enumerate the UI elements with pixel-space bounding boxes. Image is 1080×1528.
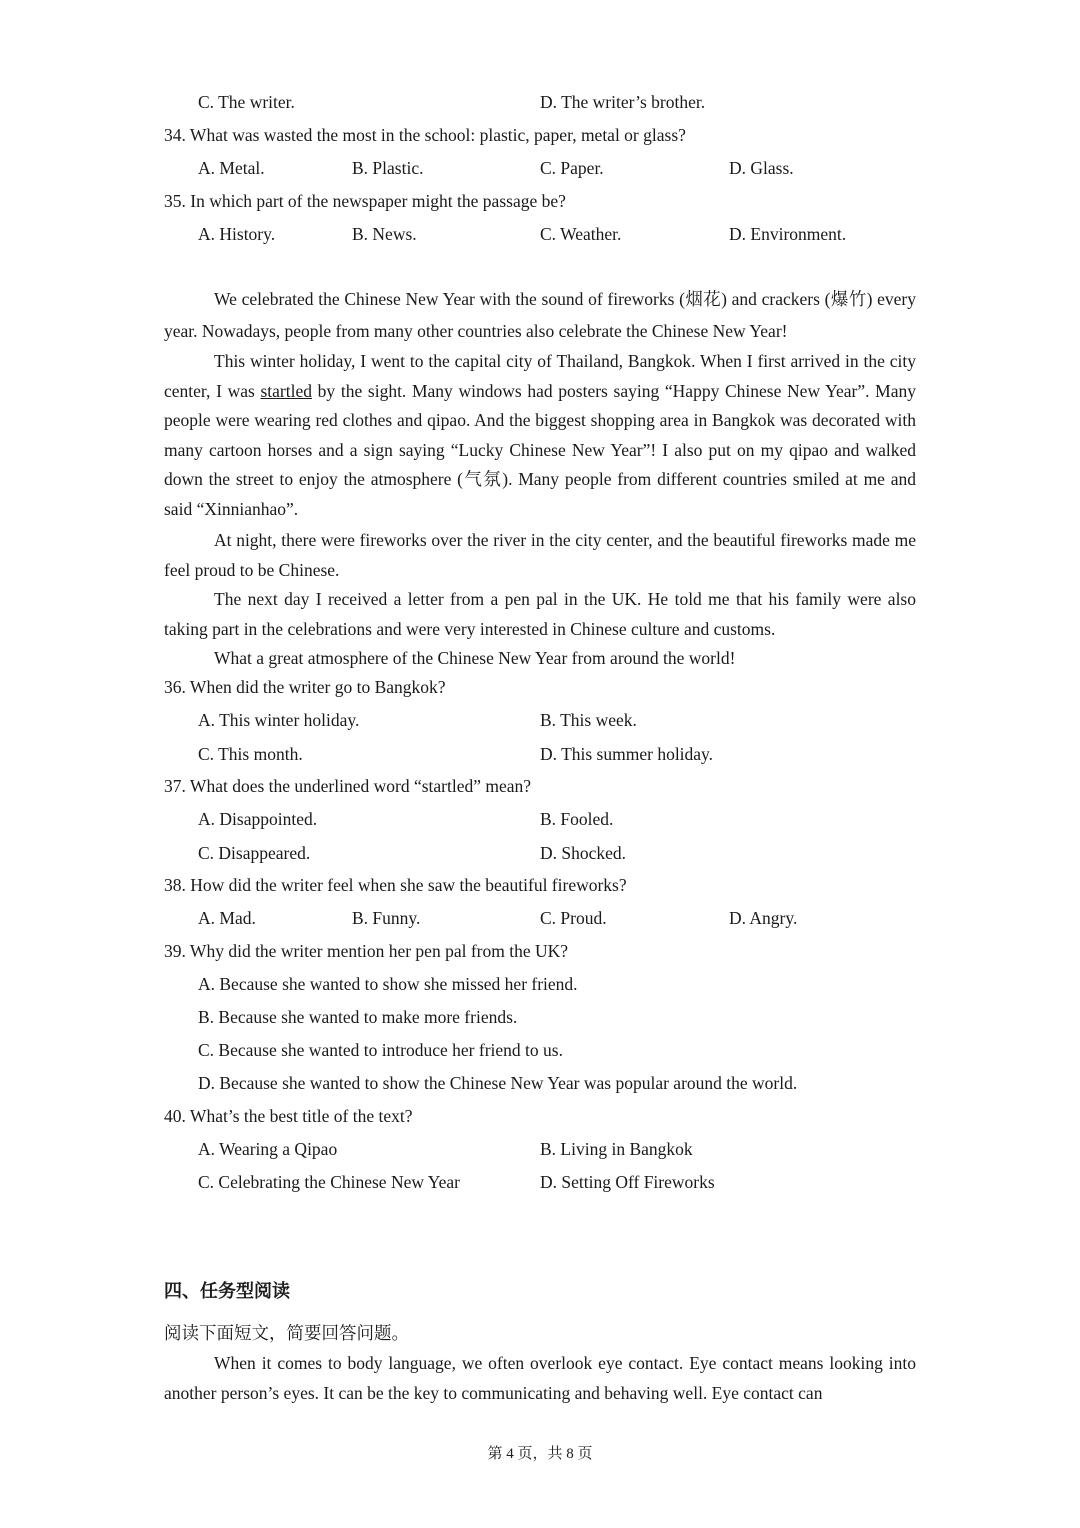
q34-option-b: B. Plastic. bbox=[352, 158, 424, 178]
passage-paragraph-5: What a great atmosphere of the Chinese New Year from around the world! bbox=[214, 648, 736, 668]
q39-option-a: A. Because she wanted to show she missed her friend. bbox=[198, 974, 578, 994]
q34-option-c: C. Paper. bbox=[540, 158, 604, 178]
passage-p2-text-before: This winter holiday, I went to the capital city of Thailand, Bangkok. When I first arrived in the city center, I was bbox=[164, 351, 916, 401]
q36-option-d: D. This summer holiday. bbox=[540, 744, 714, 764]
q40-question: 40. What’s the best title of the text? bbox=[164, 1106, 413, 1126]
q39-option-b: B. Because she wanted to make more friends. bbox=[198, 1007, 518, 1027]
section-heading: 四、任务型阅读 bbox=[164, 1281, 290, 1302]
q34-option-a: A. Metal. bbox=[198, 158, 265, 178]
q39-question: 39. Why did the writer mention her pen pal from the UK? bbox=[164, 941, 569, 961]
q38-question: 38. How did the writer feel when she saw the beautiful fireworks? bbox=[164, 875, 627, 895]
q36-option-c: C. This month. bbox=[198, 744, 303, 764]
q37-option-b: B. Fooled. bbox=[540, 809, 614, 829]
q37-option-a: A. Disappointed. bbox=[198, 809, 318, 829]
q35-option-c: C. Weather. bbox=[540, 224, 622, 244]
q35-question: 35. In which part of the newspaper might the passage be? bbox=[164, 191, 566, 211]
q37-option-c: C. Disappeared. bbox=[198, 843, 311, 863]
q37-option-d: D. Shocked. bbox=[540, 843, 627, 863]
q38-option-c: C. Proud. bbox=[540, 908, 607, 928]
section4-paragraph-1: When it comes to body language, we often overlook eye contact. Eye contact means looking into another person’s eyes. It can be the key to communicating and behaving well. Eye contact can bbox=[164, 1353, 916, 1403]
q33-option-c: C. The writer. bbox=[198, 92, 295, 112]
underlined-word-startled: startled bbox=[260, 380, 312, 401]
passage-paragraph-3: At night, there were fireworks over the river in the city center, and the beautiful fireworks made me feel proud to be Chinese. bbox=[164, 530, 916, 580]
q35-option-d: D. Environment. bbox=[729, 224, 847, 244]
q38-option-b: B. Funny. bbox=[352, 908, 421, 928]
q34-question: 34. What was wasted the most in the school: plastic, paper, metal or glass? bbox=[164, 125, 686, 145]
page-footer: 第 4 页，共 8 页 bbox=[487, 1446, 593, 1462]
q36-option-a: A. This winter holiday. bbox=[198, 710, 360, 730]
q35-option-b: B. News. bbox=[352, 224, 417, 244]
q33-option-d: D. The writer’s brother. bbox=[540, 92, 706, 112]
q40-option-c: C. Celebrating the Chinese New Year bbox=[198, 1172, 460, 1192]
passage-p2-text-after: by the sight. Many windows had posters saying “Happy Chinese New Year”. Many people were wearing red clothes and qipao. And the biggest shopping area in Bangkok was decorated with many cartoon horses and a sign saying “Lucky Chinese New Year”! I also put on my qipao and walked down the street to enjoy the atmosphere (气氛). Many people from different countries smiled at me and said “Xinnianhao”. bbox=[164, 380, 916, 519]
section-instruction: 阅读下面短文，简要回答问题。 bbox=[164, 1323, 409, 1343]
q39-option-d: D. Because she wanted to show the Chinese New Year was popular around the world. bbox=[198, 1073, 798, 1093]
q40-option-d: D. Setting Off Fireworks bbox=[540, 1172, 715, 1192]
q40-option-b: B. Living in Bangkok bbox=[540, 1139, 693, 1159]
passage-paragraph-4: The next day I received a letter from a pen pal in the UK. He told me that his family were also taking part in the celebrations and were very interested in Chinese culture and customs. bbox=[164, 589, 916, 639]
q40-option-a: A. Wearing a Qipao bbox=[198, 1139, 338, 1159]
q38-option-a: A. Mad. bbox=[198, 908, 256, 928]
passage-paragraph-1: We celebrated the Chinese New Year with the sound of fireworks (烟花) and crackers (爆竹) every year. Nowadays, people from many other countries also celebrate the Chinese New Year! bbox=[164, 289, 916, 341]
q39-option-c: C. Because she wanted to introduce her friend to us. bbox=[198, 1040, 563, 1060]
passage-paragraph-2 bbox=[164, 347, 916, 525]
q34-option-d: D. Glass. bbox=[729, 158, 794, 178]
q36-option-b: B. This week. bbox=[540, 710, 637, 730]
q38-option-d: D. Angry. bbox=[729, 908, 798, 928]
q37-question: 37. What does the underlined word “startled” mean? bbox=[164, 776, 532, 796]
q35-option-a: A. History. bbox=[198, 224, 276, 244]
q36-question: 36. When did the writer go to Bangkok? bbox=[164, 677, 446, 697]
